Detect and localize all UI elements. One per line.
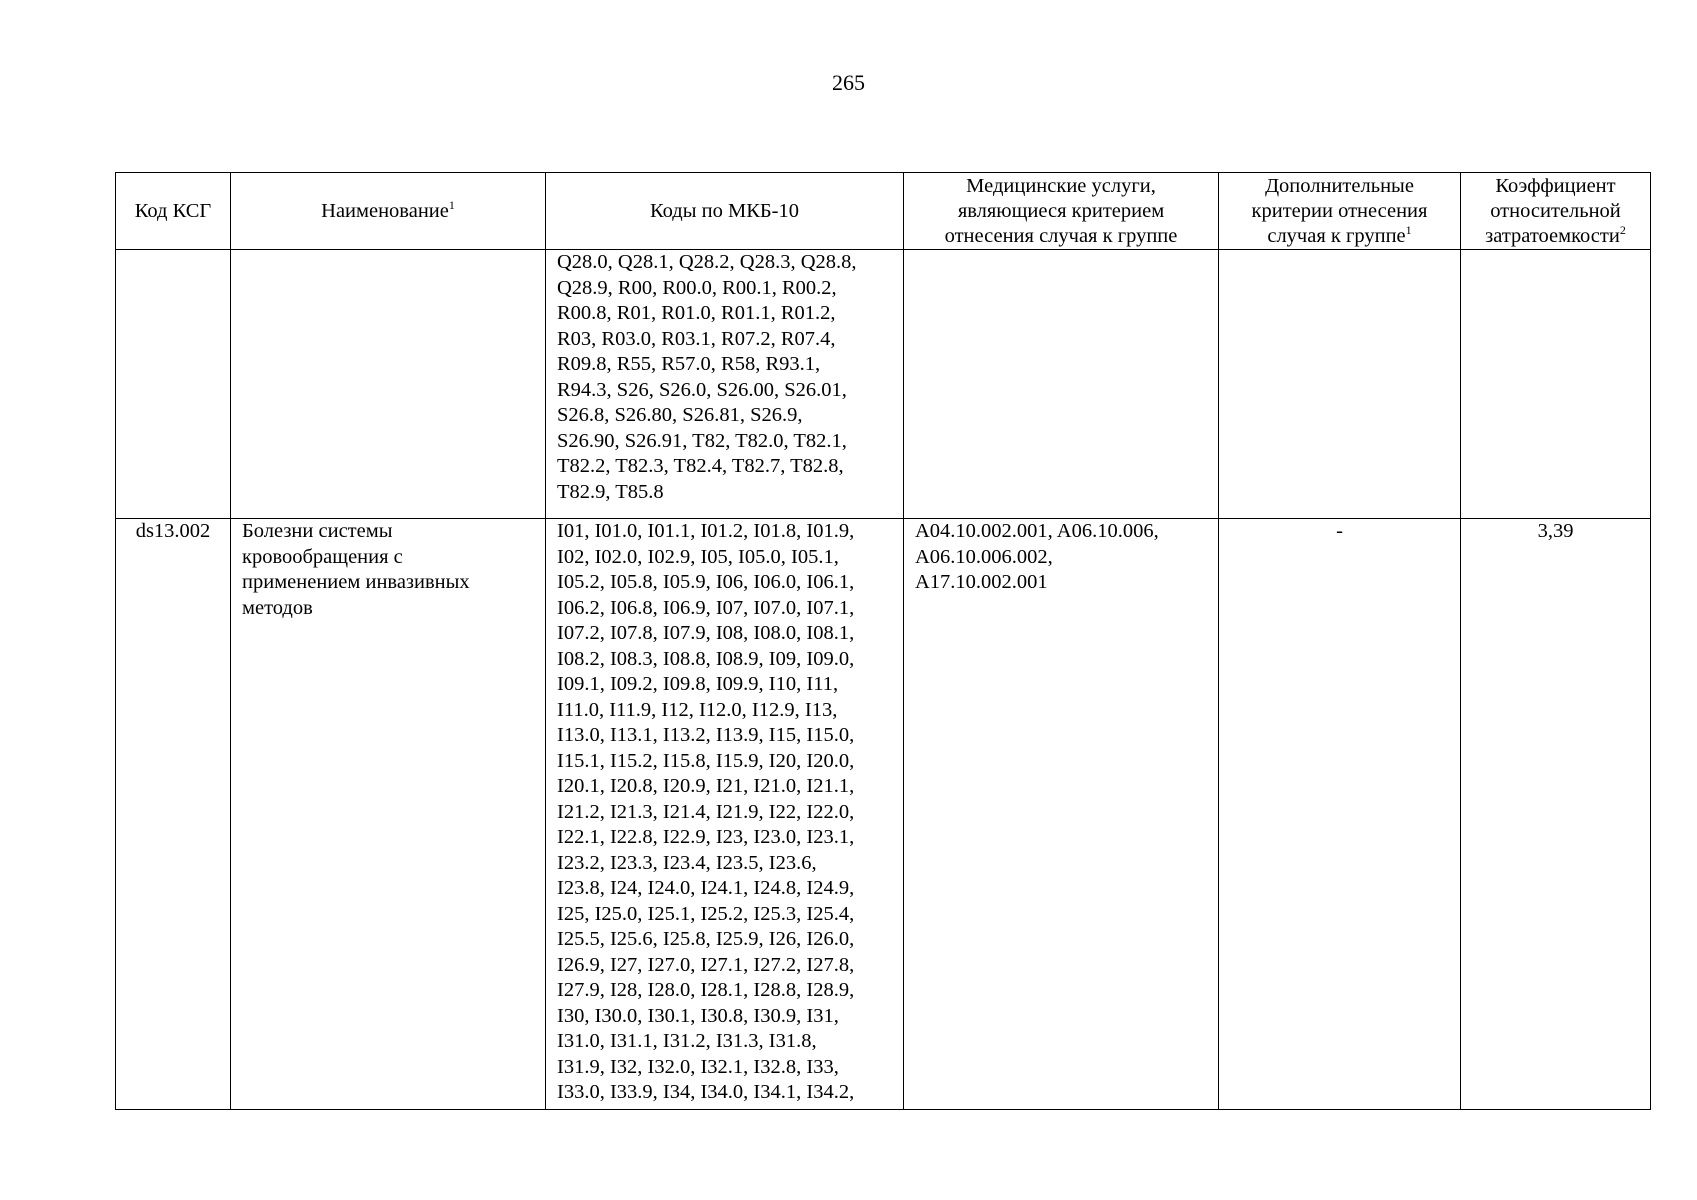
mkb-line: I06.2, I06.8, I06.9, I07, I07.0, I07.1, <box>557 596 855 619</box>
cell-additional <box>1219 250 1461 519</box>
mkb-line: Q28.9, R00, R00.0, R00.1, R00.2, <box>557 276 837 299</box>
mkb-line: I08.2, I08.3, I08.8, I08.9, I09, I09.0, <box>557 647 855 670</box>
mkb-line: R94.3, S26, S26.0, S26.00, S26.01, <box>557 378 847 401</box>
cell-mkb <box>546 250 904 519</box>
mkb-line: I20.1, I20.8, I20.9, I21, I21.0, I21.1, <box>557 775 855 797</box>
mkb-line: I05.2, I05.8, I05.9, I06, I06.0, I06.1, <box>557 571 855 593</box>
mkb-line: T82.2, T82.3, T82.4, T82.7, T82.8, <box>557 455 844 477</box>
name-line: методов <box>242 596 313 619</box>
cell-coef <box>1461 250 1651 519</box>
header-code: Код КСГ <box>116 173 231 250</box>
mkb-line: I15.1, I15.2, I15.8, I15.9, I20, I20.0, <box>557 749 855 772</box>
table-row <box>116 250 1651 519</box>
mkb-line: Q28.0, Q28.1, Q28.2, Q28.3, Q28.8, <box>557 251 857 273</box>
mkb-line: T82.9, T85.8 <box>557 480 664 503</box>
service-line: A06.10.006.002, <box>915 545 1053 568</box>
mkb-line: I30, I30.0, I30.1, I30.8, I30.9, I31, <box>557 1004 839 1027</box>
mkb-line: I22.1, I22.8, I22.9, I23, I23.0, I23.1, <box>557 826 855 848</box>
mkb-line: I25.5, I25.6, I25.8, I25.9, I26, I26.0, <box>557 928 855 950</box>
mkb-line: S26.90, S26.91, T82, T82.0, T82.1, <box>557 429 847 452</box>
mkb-line: I25, I25.0, I25.1, I25.2, I25.3, I25.4, <box>557 902 855 925</box>
cell-mkb <box>546 519 904 1110</box>
header-coef: Коэффициент относительной затратоемкости$^2$ <box>1461 173 1651 250</box>
service-line: A17.10.002.001 <box>915 571 1048 593</box>
cell-name <box>231 519 546 1110</box>
mkb-line: I31.9, I32, I32.0, I32.1, I32.8, I33, <box>557 1055 839 1078</box>
mkb-line: S26.8, S26.80, S26.81, S26.9, <box>557 404 803 426</box>
mkb-line: I09.1, I09.2, I09.8, I09.9, I10, I11, <box>557 673 839 695</box>
cell-additional: - <box>1219 519 1461 1110</box>
service-line: A04.10.002.001, A06.10.006, <box>915 520 1159 542</box>
mkb-line: R00.8, R01, R01.0, R01.1, R01.2, <box>557 302 836 324</box>
mkb-line: I23.8, I24, I24.0, I24.1, I24.8, I24.9, <box>557 877 855 899</box>
page-number: 265 <box>832 70 865 95</box>
mkb-line: I02, I02.0, I02.9, I05, I05.0, I05.1, <box>557 545 839 568</box>
mkb-line: I01, I01.0, I01.1, I01.2, I01.8, I01.9, <box>557 520 855 542</box>
cell-services <box>904 519 1219 1110</box>
mkb-line: I23.2, I23.3, I23.4, I23.5, I23.6, <box>557 851 817 874</box>
cell-code: ds13.002 <box>116 519 231 1110</box>
name-line: кровообращения с <box>242 545 403 568</box>
header-services: Медицинские услуги, являющиеся критерием отнесения случая к группе <box>904 173 1219 250</box>
mkb-line: I07.2, I07.8, I07.9, I08, I08.0, I08.1, <box>557 622 855 644</box>
mkb-line: I11.0, I11.9, I12, I12.0, I12.9, I13, <box>557 698 838 721</box>
name-line: применением инвазивных <box>242 571 470 593</box>
mkb-line: I21.2, I21.3, I21.4, I21.9, I22, I22.0, <box>557 800 855 823</box>
header-mkb: Коды по МКБ-10 <box>546 173 904 250</box>
table-row <box>116 519 1651 1110</box>
name-line: Болезни системы <box>242 520 393 542</box>
mkb-line: I26.9, I27, I27.0, I27.1, I27.2, I27.8, <box>557 953 855 976</box>
header-name: Наименование$^1$ <box>231 173 546 250</box>
ksg-table <box>115 172 1651 1110</box>
cell-services <box>904 250 1219 519</box>
table-header-row <box>116 173 1651 250</box>
cell-coef: 3,39 <box>1461 519 1651 1110</box>
cell-name <box>231 250 546 519</box>
mkb-line: I13.0, I13.1, I13.2, I13.9, I15, I15.0, <box>557 724 855 746</box>
mkb-line: I27.9, I28, I28.0, I28.1, I28.8, I28.9, <box>557 979 855 1001</box>
mkb-line: I33.0, I33.9, I34, I34.0, I34.1, I34.2, <box>557 1081 855 1103</box>
mkb-line: R03, R03.0, R03.1, R07.2, R07.4, <box>557 327 836 350</box>
cell-code <box>116 250 231 519</box>
mkb-line: R09.8, R55, R57.0, R58, R93.1, <box>557 353 821 375</box>
header-additional: Дополнительные критерии отнесения случая к группе$^1$ <box>1219 173 1461 250</box>
mkb-line: I31.0, I31.1, I31.2, I31.3, I31.8, <box>557 1030 817 1052</box>
